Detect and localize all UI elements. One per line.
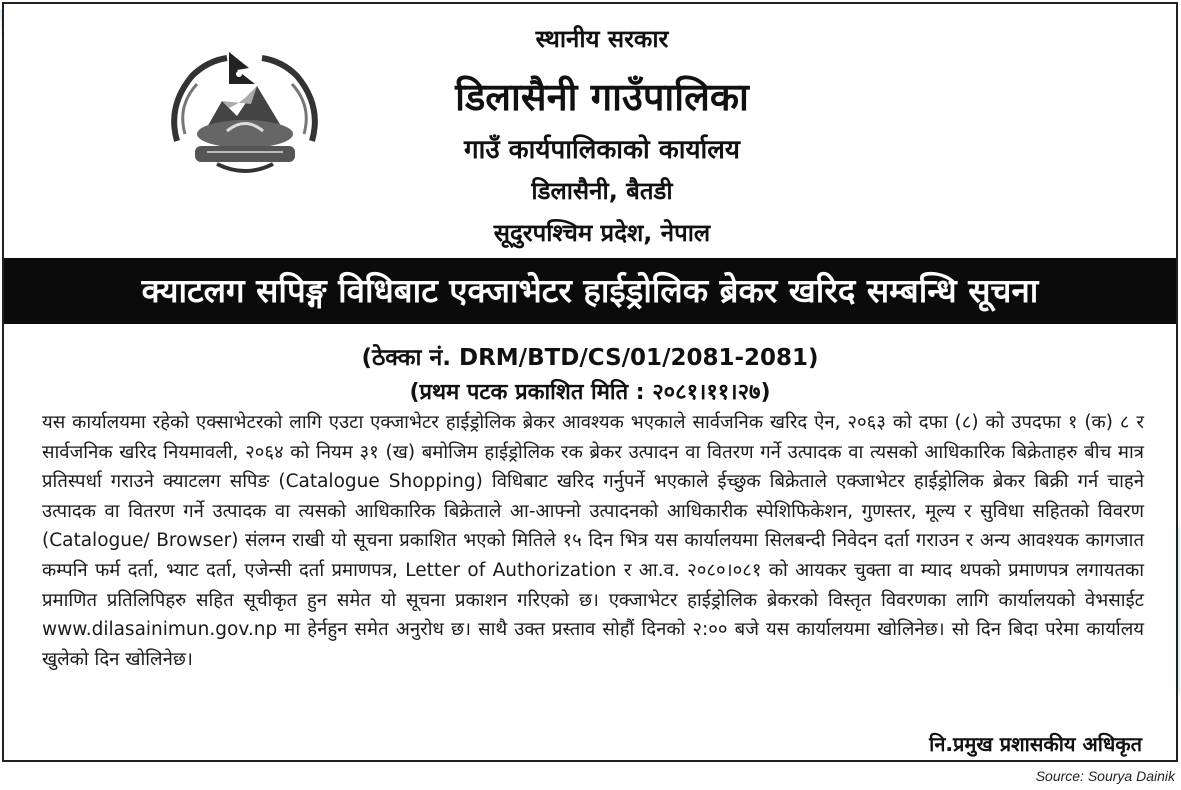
- local-government-heading: स्थानीय सरकार: [535, 25, 669, 53]
- contract-number: (ठेक्का नं. DRM/BTD/CS/01/2081-2081): [361, 345, 819, 371]
- municipality-name: डिलासैनी गाउँपालिका: [455, 75, 749, 119]
- signatory-title: नि.प्रमुख प्रशासकीय अधिकृत: [929, 732, 1142, 756]
- office-location: डिलासैनी, बैतडी: [531, 177, 673, 205]
- province-name: सूदुरपश्चिम प्रदेश, नेपाल: [493, 219, 711, 247]
- public-notice: [2, 2, 1178, 762]
- notice-title-banner: क्याटलग सपिङ्ग विधिबाट एक्जाभेटर हाईड्रोलिक ब्रेकर खरिद सम्बन्धि सूचना: [4, 258, 1176, 324]
- office-name: गाउँ कार्यपालिकाको कार्यालय: [464, 135, 740, 165]
- published-date: (प्रथम पटक प्रकाशित मिति : २०८१।११।२७): [409, 380, 771, 405]
- notice-body: यस कार्यालयमा रहेको एक्साभेटरको लागि एउटा एक्जाभेटर हाईड्रोलिक ब्रेकर आवश्यक भएकाले सार्वजनिक खरिद ऐन, २०६३ को दफा (८) को उपदफा १ (क) ८ र सार्वजनिक खरिद नियमावली, २०६४ को नियम ३१ (ख) बमोजिम हाईड्रोलिक रक ब्रेकर उत्पादन वा वितरण गर्ने उत्पादक वा त्यसको आधिकारिक बिक्रेताहरु बीच मात्र प्रतिस्पर्धा गराउने क्याटलग सपिङ (Catalogue Shopping) विधिबाट खरिद गर्नुपर्ने भएकाले ईच्छुक बिक्रेताले एक्जाभेटर हाईड्रोलिक ब्रेकर बिक्री गर्न चाहने उत्पादक वा वितरण गर्ने उत्पादक वा त्यसको आधिकारिक बिक्रेताले आ-आफ्नो उत्पादनको आधिकारीक स्पेशिफिकेशन, गुणस्तर, मूल्य र सुविधा सहितको विवरण (Catalogue/ Browser) संलग्न राखी यो सूचना प्रकाशित भएको मितिले १५ दिन भित्र यस कार्यालयमा सिलबन्दी निवेदन दर्ता गराउन र अन्य आवश्यक कागजात कम्पनि फर्म दर्ता, भ्याट दर्ता, एजेन्सी दर्ता प्रमाणपत्र, Letter of Authorization र आ.व. २०८०।०८१ को आयकर चुक्ता वा म्याद थपको प्रमाणपत्र लगायतका प्रमाणित प्रतिलिपिहरु सहित सूचीकृत हुन समेत यो सूचना प्रकाशन गरिएको छ। एक्जाभेटर हाईड्रोलिक ब्रेकरको विस्तृत विवरणका लागि कार्यालयको वेभसाईट www.dilasainimun.gov.np मा हेर्नहुन समेत अनुरोध छ। साथै उक्त प्रस्ताव सोहौं दिनको २:०० बजे यस कार्यालयमा खोलिनेछ। सो दिन बिदा परेमा कार्यालय खुलेको दिन खोलिनेछ।: [42, 412, 1145, 670]
- source-credit: Source: Sourya Dainik: [1035, 768, 1175, 784]
- notice-header: [4, 4, 1176, 258]
